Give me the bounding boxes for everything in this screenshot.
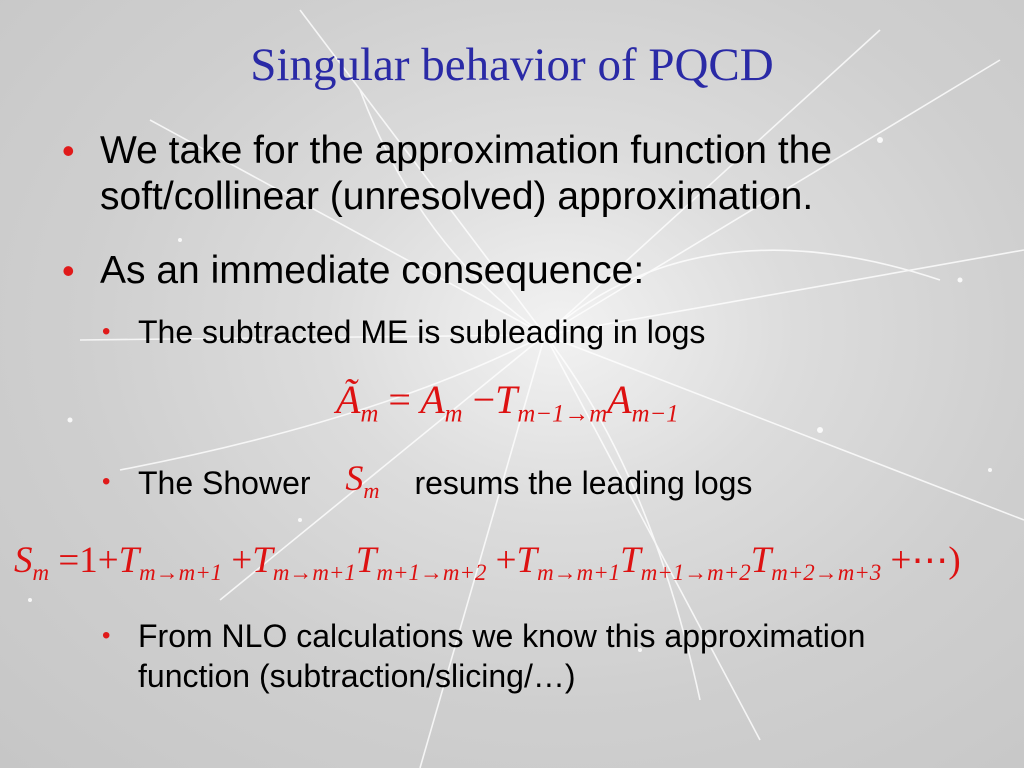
equation-subtracted-me xyxy=(336,376,679,429)
eq-lhs-sub: m xyxy=(360,400,379,428)
eq2-t5-sub: m+1→m+2 xyxy=(640,560,751,586)
eq2-s: S xyxy=(14,540,33,581)
subbullet-shower xyxy=(102,458,982,515)
bullet-dot: • xyxy=(62,250,75,291)
eq2-t1: T xyxy=(118,540,140,581)
eq-a: A xyxy=(420,377,445,422)
eq2-eq-one: =1+ xyxy=(58,540,119,581)
eq-a2: A xyxy=(607,377,632,422)
eq-equals: = xyxy=(388,377,411,422)
bullet-consequence xyxy=(62,248,972,294)
eq2-s-sub: m xyxy=(32,560,50,586)
eq2-tail: +⋯) xyxy=(890,540,961,581)
eq-minus: − xyxy=(472,377,496,422)
subbullet-subtracted-me xyxy=(102,312,982,352)
eq2-t2: T xyxy=(252,540,273,581)
eq-t-sub: m−1→m xyxy=(517,400,608,428)
eq2-t4: T xyxy=(516,540,538,581)
eq2-t4-sub: m→m+1 xyxy=(537,560,621,586)
bullet-dot: • xyxy=(102,468,111,495)
bullet-text: We take for the approximation function the soft/collinear (unresolved) approximation. xyxy=(100,129,833,218)
eq-t: T xyxy=(495,377,518,422)
eq2-t3: T xyxy=(355,540,377,581)
bullet-line xyxy=(102,458,982,515)
eq2-t6-sub: m+2→m+3 xyxy=(771,560,882,586)
eq2-t2-sub: m→m+1 xyxy=(272,560,356,586)
bullet-dot: • xyxy=(62,130,75,171)
eq2-plus: + xyxy=(495,540,517,581)
bullet-text: The subtracted ME is subleading in logs xyxy=(138,314,706,350)
slide-title: Singular behavior of PQCD xyxy=(250,39,774,91)
equation-shower-expansion xyxy=(14,538,961,586)
bullet-dot: • xyxy=(102,622,111,649)
subbullet-nlo xyxy=(102,616,982,696)
inline-equation-shower xyxy=(345,458,380,503)
eq2-plus: + xyxy=(231,540,253,581)
inline-s: S xyxy=(345,458,364,498)
eq-a2-sub: m−1 xyxy=(631,400,679,428)
bullet-approximation xyxy=(62,128,972,220)
bullet-text-start: The Shower xyxy=(138,465,311,501)
eq2-t3-sub: m+1→m+2 xyxy=(376,560,487,586)
inline-s-sub: m xyxy=(363,477,380,503)
bullet-text: From NLO calculations we know this approximation function (subtraction/slicing/…) xyxy=(138,618,866,694)
eq2-t5: T xyxy=(620,540,641,581)
bullet-dot: • xyxy=(102,318,111,345)
eq2-t6: T xyxy=(750,540,772,581)
bullet-text: As an immediate consequence: xyxy=(100,249,645,292)
bullet-text-end: resums the leading logs xyxy=(414,465,753,501)
eq-a-sub: m xyxy=(444,400,463,428)
eq2-t1-sub: m→m+1 xyxy=(139,560,223,586)
eq-lhs: Ã xyxy=(336,377,361,422)
